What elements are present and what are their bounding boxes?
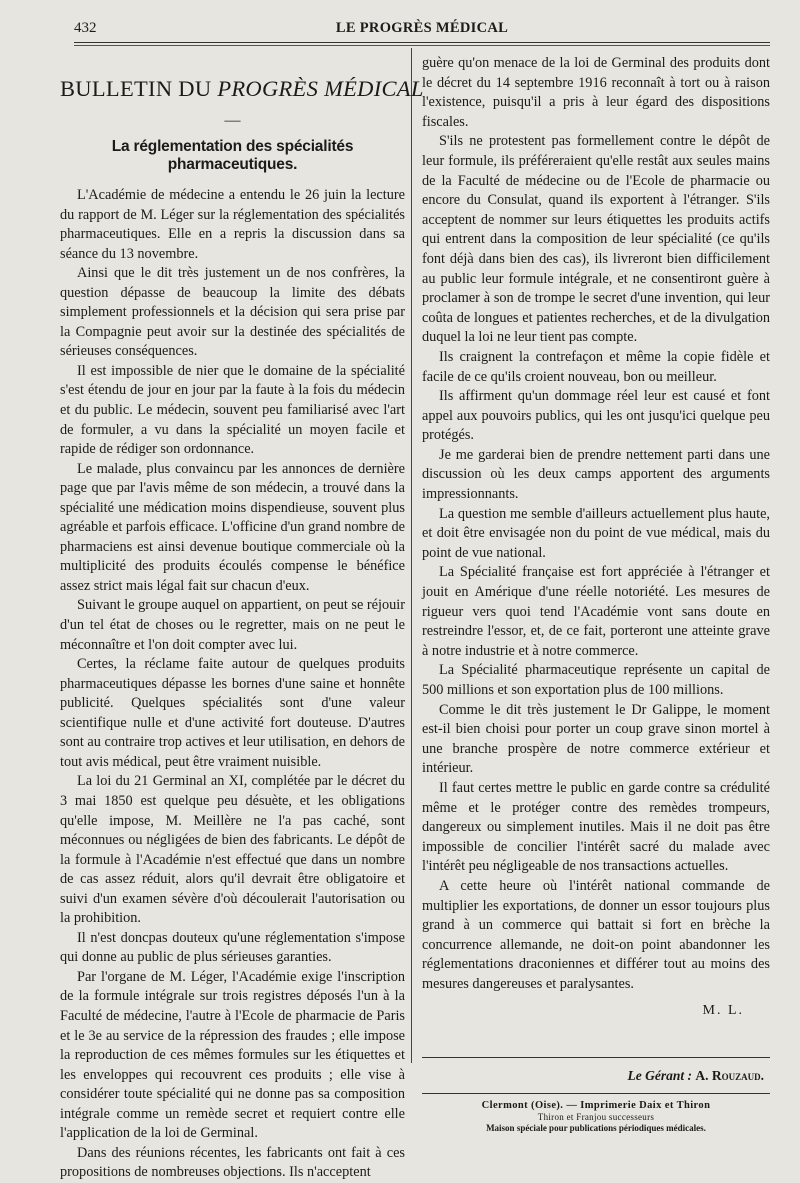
paragraph: Ils affirment qu'un dommage réel leur est causé et font appel aux pouvoirs publics, qui les ont jusqu'ici quelque peu protégés. — [422, 388, 770, 444]
page-header — [74, 18, 770, 40]
paragraph: guère qu'on menace de la loi de Germinal des produits dont le décret du 14 septembre 1916 reconnaît à tort ou à raison l'existence, puisqu'il a pris à leur égard des dispositions fiscales. — [422, 55, 770, 130]
paragraph: Suivant le groupe auquel on appartient, on peut se réjouir d'un tel état de choses ou le regretter, mais on ne peut le méconnaître et l'on doit compter avec lui. — [60, 597, 405, 653]
bulletin-prefix: BULLETIN DU — [60, 76, 218, 101]
bulletin-title — [60, 76, 424, 102]
gerant-label: Le Gérant : — [627, 1067, 692, 1083]
printer-line-3: Maison spéciale pour publications périodiques médicales. — [486, 1122, 706, 1133]
left-column — [60, 70, 424, 1183]
paragraph: La loi du 21 Germinal an XI, complétée par le décret du 3 mai 1850 est quelque peu désuète, et les obligations qu'elle impose, M. Meillère ne l'a pas caché, sont méconnues ou négligées de bien des fabricants. Le dépôt de la formule à l'Académie n'est effectué que dans un nombre de cas assez réduit, alors qu'il devrait être obligatoire et suivi d'un examen sévère d'où découlerait l'autorisation ou la prohibition. — [60, 773, 405, 927]
paragraph: S'ils ne protestent pas formellement contre le dépôt de leur formule, ils préféreraient qu'elle restât aux seules mains de la Faculté de médecine ou de l'Ecole de pharmacie ou encore du Consulat, quand ils exportent à l'étranger. S'ils acceptent de nommer sur leurs étiquettes les produits actifs qui entrent dans la composition de leur spécialité (ce qu'ils font déjà dans bien des cas), ils livreront bien difficilement au public leur formule intégrale, et ne consentiront guère à proclamer à son de trompe le secret d'une invention, qui leur coûta de longues et patientes recherches, et de la divulgation duquel la loi ne leur tient pas compte. — [422, 133, 770, 346]
paragraph: Il est impossible de nier que le domaine de la spécialité s'est étendu de jour en jour par la faute à la fois du médecin et du public. Le médecin, souvent peu familiarisé avec l'art de formuler, a vu dans la spécialité un moyen facile et rapide de rédiger son ordonnance. — [60, 362, 405, 458]
paragraph: La Spécialité pharmaceutique représente un capital de 500 millions et son exportation plus de 100 millions. — [422, 662, 770, 698]
paragraph: La question me semble d'ailleurs actuellement plus haute, et doit être envisagée non du point de vue médical, mais du point de vue national. — [422, 505, 770, 561]
paragraph: Il n'est doncpas douteux qu'une réglementation s'impose qui donne au public de plus sérieuses garanties. — [60, 929, 405, 966]
paragraph: A cette heure où l'intérêt national commande de multiplier les exportations, de donner un essor toujours plus grand à un commerce qui battait si fort en brèche la concurrence allemande, ne doit-on point abandonner les réglementations draconiennes et différer tout au moins des mesures dangereuses et paralysantes. — [422, 877, 770, 992]
bulletin-journal-name: PROGRÈS MÉDICAL — [217, 76, 424, 101]
column-divider — [411, 48, 412, 1063]
right-column — [422, 54, 770, 1133]
paragraph: L'Académie de médecine a entendu le 26 juin la lecture du rapport de M. Léger sur la réglementation des spécialités pharmaceutiques. Elle en a repris la discussion dans sa séance du 13 novembre. — [60, 187, 405, 262]
paragraph: Je me garderai bien de prendre nettement parti dans une discussion où les deux camps apportent des arguments impressionnants. — [422, 446, 770, 503]
gerant-name: A. Rouzaud. — [695, 1067, 764, 1083]
paragraph: Par l'organe de M. Léger, l'Académie exige l'inscription de la formule intégrale sur trois registres déposés l'un à la Faculté de médecine, l'autre à l'Ecole de pharmacie de Paris et le 3e au service de la répression des fraudes ; elle impose la reproduction de ces mêmes formules sur les étiquettes et les enveloppes qui recouvrent ces produits ; elle vise à considérer toute spécialité qui ne donne pas sa composition intégrale comme un remède secret et requiert contre elle l'application de la loi de Germinal. — [60, 968, 405, 1142]
printer-rule — [422, 1093, 770, 1094]
article-subtitle: La réglementation des spécialités pharmaceutiques. — [111, 138, 354, 173]
paragraph: Certes, la réclame faite autour de quelques produits pharmaceutiques dépasse les bornes d'une saine et honnête publicité. Quelques spécialités sont d'une valeur scientifique nulle et d'une activité fort douteuse. D'autres sont au contraire trop actives et leur utilisation, en dehors de tout avis médical, peut être vraiment nuisible. — [60, 656, 406, 770]
printer-line-1: Clermont (Oise). — Imprimerie Daix et Thiron — [481, 1099, 711, 1111]
running-title: LE PROGRÈS MÉDICAL — [335, 20, 509, 36]
printer-line-2: Thiron et Franjou successeurs — [537, 1111, 655, 1122]
paragraph: Comme le dit très justement le Dr Galippe, le moment est-il bien choisi pour porter un coup grave sinon mortel à une branche prospère de notre commerce extérieur et intérieur. — [422, 701, 770, 777]
header-rule-bottom — [74, 45, 770, 46]
author-signature: M. L. — [702, 1002, 744, 1018]
header-rule-top — [74, 42, 770, 43]
paragraph: La Spécialité française est fort appréciée à l'étranger et jouit en Amérique d'une réelle notoriété. Les mesures de rigueur vers quoi tend l'Académie vont sans doute en restreindre l'essor, et, de ce fait, porteront une atteinte grave à notre industrie et à notre commerce. — [422, 564, 770, 659]
title-separator: — — [224, 112, 241, 129]
paragraph: Il faut certes mettre le public en garde contre sa crédulité même et le protéger contre des remèdes trompeurs, dangereux ou simplement inutiles. Mais il ne doit pas être impossible de concilier l'intérêt sacré du malade avec l'intérêt peu négligeable de nos transactions actuelles. — [422, 779, 770, 875]
gerant-line — [422, 1068, 764, 1084]
paragraph: Le malade, plus convaincu par les annonces de dernière page que par l'avis même de son médecin, a trouvé dans la spécialité une médication moins dispendieuse, souvent plus agréable et parfois efficace. L'officine d'un grand nombre de pharmaciens est ainsi devenue boutique commerciale où la multiplicité des produits écoulés compense le bénéfice assez strict mais légal fait sur chacun d'eux. — [60, 460, 405, 594]
paragraph: Dans des réunions récentes, les fabricants ont fait à ces propositions de nombreuses objections. Ils n'acceptent — [60, 1144, 405, 1181]
article-end-rule — [422, 1057, 770, 1058]
paragraph: Ainsi que le dit très justement un de nos confrères, la question dépasse de beaucoup la limite des débats simplement professionnels et la décision qui sera prise par la Compagnie peut avoir sur la destinée des spécialités de sérieuses conséquences. — [60, 265, 405, 360]
paragraph: Ils craignent la contrefaçon et même la copie fidèle et facile de ce qu'ils croient nouveau, bon ou meilleur. — [422, 348, 770, 385]
page-number: 432 — [74, 20, 97, 36]
